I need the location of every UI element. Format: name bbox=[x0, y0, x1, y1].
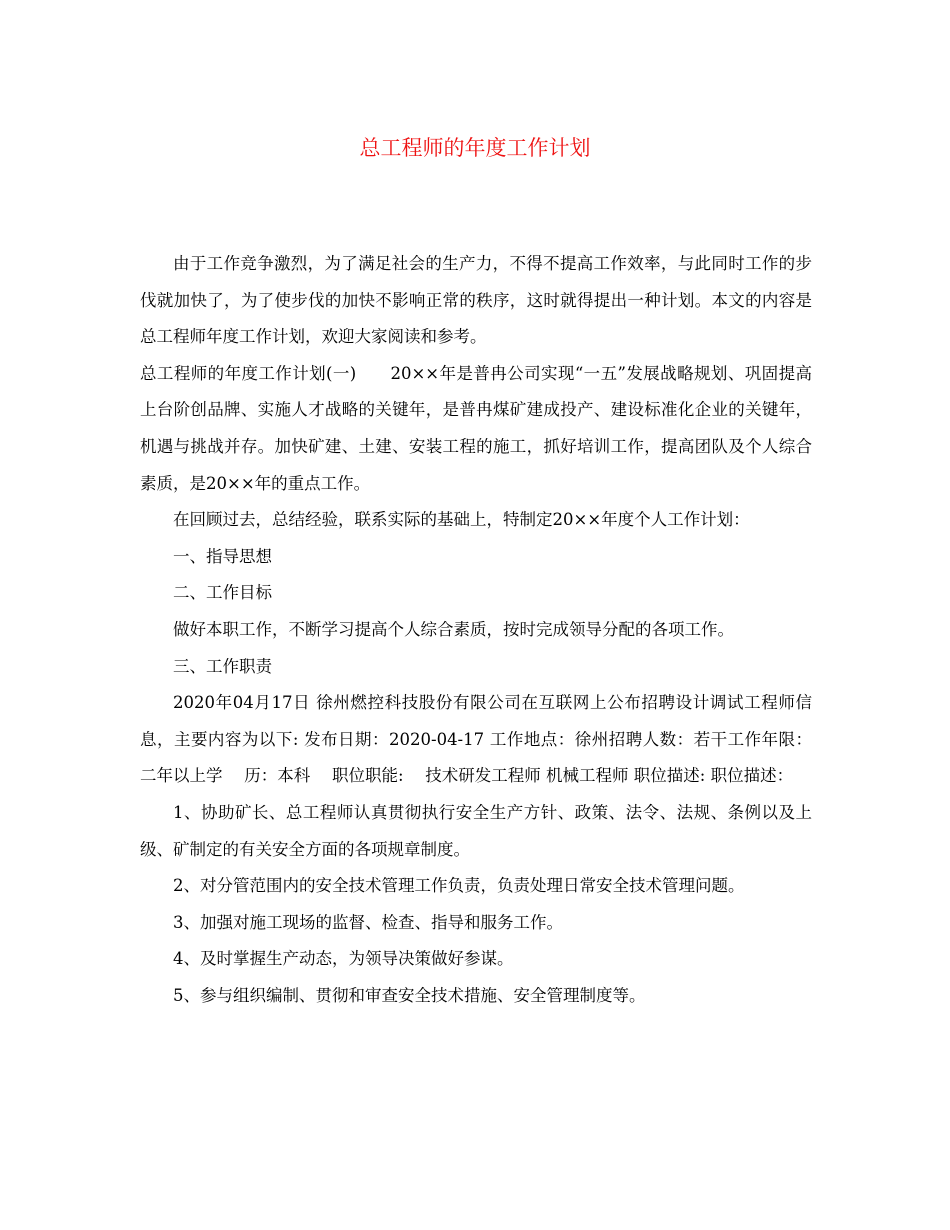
document-body bbox=[140, 246, 812, 1014]
heading-work-goals: 二、工作目标 bbox=[173, 583, 272, 603]
paragraph-intro: 由于工作竞争激烈，为了满足社会的生产力，不得不提高工作效率，与此同时工作的步伐就加快了，为了使步伐的加快不影响正常的秩序，这时就得提出一种计划。本文的内容是总工程师年度工作计划，欢迎大家阅读和参考。 bbox=[140, 254, 812, 347]
paragraph-plan-one: 总工程师的年度工作计划(一) 20××年是普冉公司实现“一五”发展战略规划、巩固提高上台阶创品牌、实施人才战略的关键年，是普冉煤矿建成投产、建设标准化企业的关键年，机遇与挑战并存。加快矿建、土建、安装工程的施工，抓好培训工作，提高团队及个人综合素质，是20××年的重点工作。 bbox=[140, 363, 812, 493]
paragraph-review: 在回顾过去，总结经验，联系实际的基础上，特制定20××年度个人工作计划： bbox=[173, 510, 750, 530]
list-item-duty-1: 1、协助矿长、总工程师认真贯彻执行安全生产方针、政策、法令、法规、条例以及上级、矿制定的有关安全方面的各项规章制度。 bbox=[140, 802, 812, 859]
paragraph-job-posting: 2020年04月17日 徐州燃控科技股份有限公司在互联网上公布招聘设计调试工程师信息，主要内容为以下: 发布日期：2020-04-17 工作地点：徐州招聘人数：若干工作年限：二年以上学 历：本科 职位职能: 技术研发工程师 机械工程师 职位描述: 职位描述： bbox=[140, 693, 812, 786]
list-item-duty-4: 4、及时掌握生产动态，为领导决策做好参谋。 bbox=[173, 949, 514, 969]
document-title: 总工程师的年度工作计划 bbox=[359, 136, 591, 160]
list-item-duty-2: 2、对分管范围内的安全技术管理工作负责，负责处理日常安全技术管理问题。 bbox=[173, 876, 745, 896]
paragraph-goals: 做好本职工作，不断学习提高个人综合素质，按时完成领导分配的各项工作。 bbox=[173, 619, 734, 639]
heading-guiding-thought: 一、指导思想 bbox=[173, 546, 272, 566]
heading-responsibilities: 三、工作职责 bbox=[173, 656, 272, 676]
list-item-duty-3: 3、加强对施工现场的监督、检查、指导和服务工作。 bbox=[173, 912, 563, 932]
list-item-duty-5: 5、参与组织编制、贯彻和审查安全技术措施、安全管理制度等。 bbox=[173, 985, 646, 1005]
